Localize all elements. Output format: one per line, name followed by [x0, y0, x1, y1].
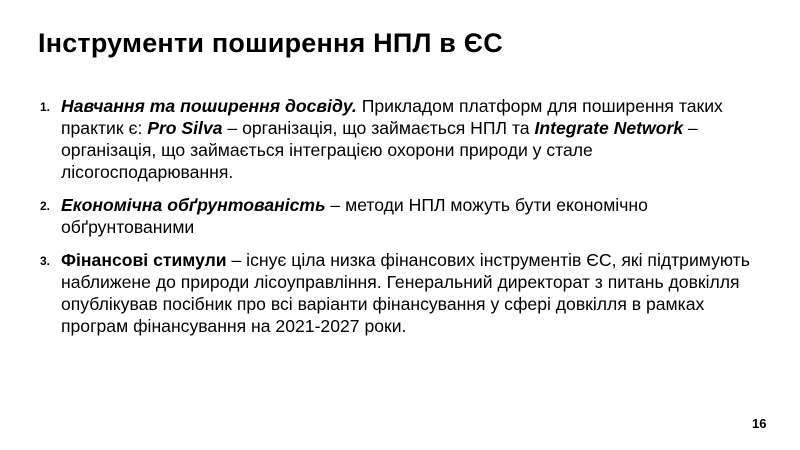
item-lead: Фінансові стимули — [61, 250, 227, 270]
item-text: – організація, що займається інтеграцією охорони природи у сталe лісогосподарювання. — [61, 118, 698, 182]
item-lead: Навчання та поширення досвіду. — [61, 96, 357, 116]
org-integrate-network: Integrate Network — [534, 118, 684, 138]
item-number: 1. — [40, 100, 51, 114]
instrument-list — [40, 95, 768, 348]
item-number: 2. — [40, 199, 51, 213]
org-pro-silva: Pro Silva — [147, 118, 223, 138]
item-lead: Економічна обґрунтованість — [61, 195, 326, 215]
item-text: – методи НПЛ можуть бути економічно обґрунтованими — [61, 195, 648, 237]
list-item — [40, 95, 768, 183]
list-item — [40, 194, 768, 238]
item-number: 3. — [40, 254, 51, 268]
list-item — [40, 249, 768, 337]
slide-title: Інструменти поширення НПЛ в ЄС — [38, 28, 503, 58]
item-text: – існує ціла низка фінансових інструментів ЄС, які підтримують наближене до природи лісоуправління. Генеральний директорат з питань довкілля опублікував посібник про всі варіанти фінансування у сфері довкілля в рамках програм фінансування на 2021-2027 роки. — [61, 250, 750, 336]
item-text: – організація, що займається НПЛ та — [222, 118, 535, 138]
page-number: 16 — [752, 416, 767, 431]
item-text: Прикладом платформ для поширення таких практик є: — [61, 96, 723, 138]
